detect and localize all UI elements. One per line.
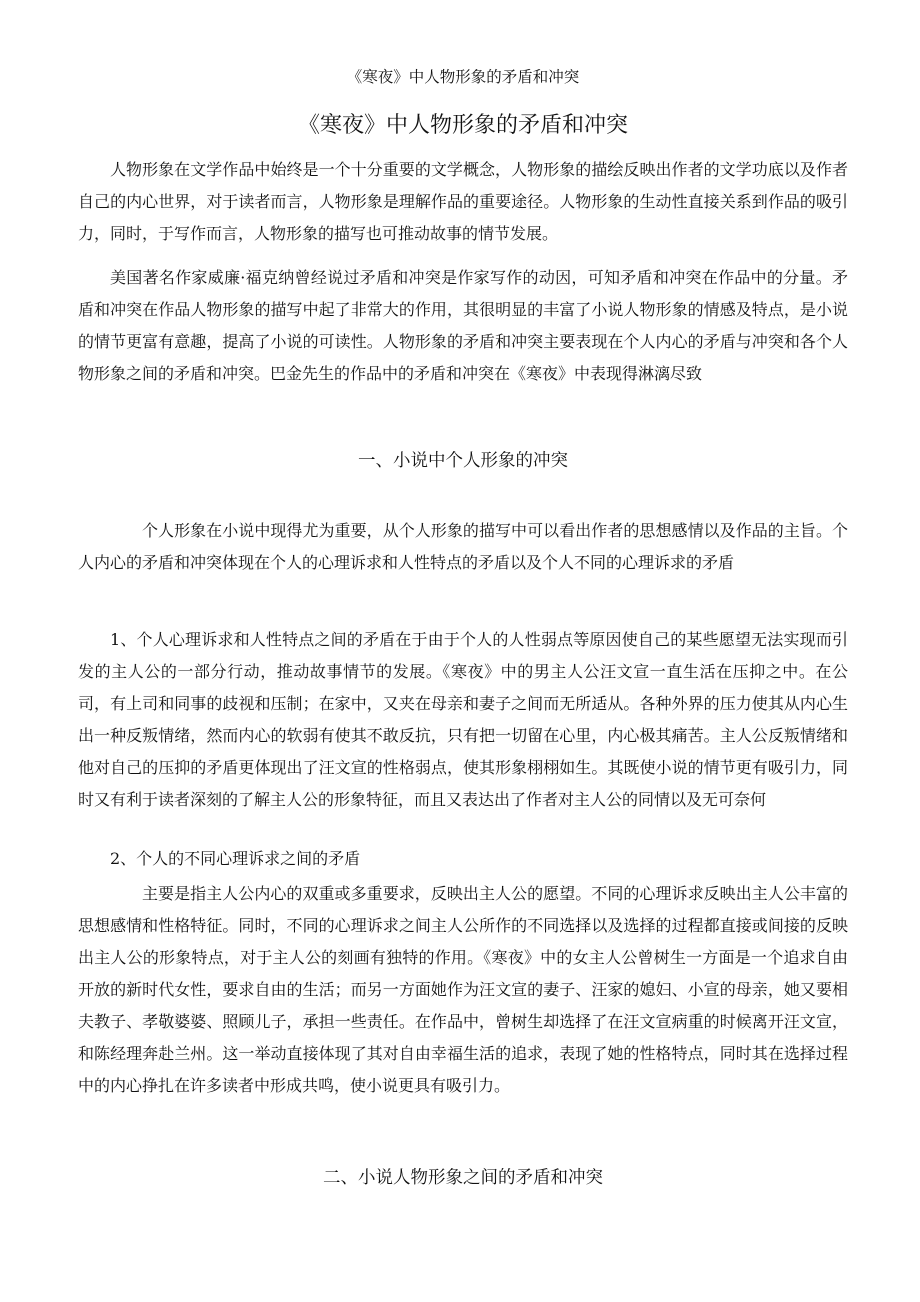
section-heading-2: 二、小说人物形象之间的矛盾和冲突 xyxy=(323,1168,603,1188)
point2-paragraph: 主要是指主人公内心的双重或多重要求，反映出主人公的愿望。不同的心理诉求反映出主人公丰富的思想感情和性格特征。同时，不同的心理诉求之间主人公所作的不同选择以及选择的过程都直接或间接的反映出主人公的形象特点，对于主人公的刻画有独特的作用。《寒夜》中的女主人公曾树生一方面是一个追求自由开放的新时代女性，要求自由的生活；而另一方面她作为汪文宣的妻子、汪家的媳妇、小宣的母亲，她又要相夫教子、孝敬婆婆、照顾儿子，承担一些责任。在作品中，曾树生却选择了在汪文宣病重的时候离开汪文宣，和陈经理奔赴兰州。这一举动直接体现了其对自由幸福生活的追求，表现了她的性格特点，同时其在选择过程中的内心挣扎在许多读者中形成共鸣，使小说更具有吸引力。 xyxy=(78,884,848,1095)
intro-paragraph-2: 美国著名作家威廉·福克纳曾经说过矛盾和冲突是作家写作的动因，可知矛盾和冲突在作品中的分量。矛盾和冲突在作品人物形象的描写中起了非常大的作用，其很明显的丰富了小说人物形象的情感及特点，是小说的情节更富有意趣，提高了小说的可读性。人物形象的矛盾和冲突主要表现在个人内心的矛盾与冲突和各个人物形象之间的矛盾和冲突。巴金先生的作品中的矛盾和冲突在《寒夜》中表现得淋漓尽致 xyxy=(78,268,848,383)
point2-heading: 2、个人的不同心理诉求之间的矛盾 xyxy=(110,849,361,868)
intro-paragraph-1: 人物形象在文学作品中始终是一个十分重要的文学概念，人物形象的描绘反映出作者的文学功底以及作者自己的内心世界，对于读者而言，人物形象是理解作品的重要途径。人物形象的生动性直接关系到作品的吸引力，同时，于写作而言，人物形象的描写也可推动故事的情节发展。 xyxy=(78,160,848,243)
document-title: 《寒夜》中人物形象的矛盾和冲突 xyxy=(297,113,628,138)
page-header: 《寒夜》中人物形象的矛盾和冲突 xyxy=(346,68,580,86)
section1-intro-paragraph: 个人形象在小说中现得尤为重要，从个人形象的描写中可以看出作者的思想感情以及作品的主旨。个人内心的矛盾和冲突体现在个人的心理诉求和人性特点的矛盾以及个人不同的心理诉求的矛盾 xyxy=(78,521,848,572)
section-heading-1: 一、小说中个人形象的冲突 xyxy=(358,451,568,471)
point1-paragraph: 1、个人心理诉求和人性特点之间的矛盾在于由于个人的人性弱点等原因使自己的某些愿望无法实现而引发的主人公的一部分行动，推动故事情节的发展。《寒夜》中的男主人公汪文宣一直生活在压抑之中。在公司，有上司和同事的歧视和压制；在家中，又夹在母亲和妻子之间而无所适从。各种外界的压力使其从内心生出一种反叛情绪，然而内心的软弱有使其不敢反抗，只有把一切留在心里，内心极其痛苦。主人公反叛情绪和他对自己的压抑的矛盾更体现出了汪文宣的性格弱点，使其形象栩栩如生。其既使小说的情节更有吸引力，同时又有利于读者深刻的了解主人公的形象特征，而且又表达出了作者对主人公的同情以及无可奈何 xyxy=(78,630,848,809)
